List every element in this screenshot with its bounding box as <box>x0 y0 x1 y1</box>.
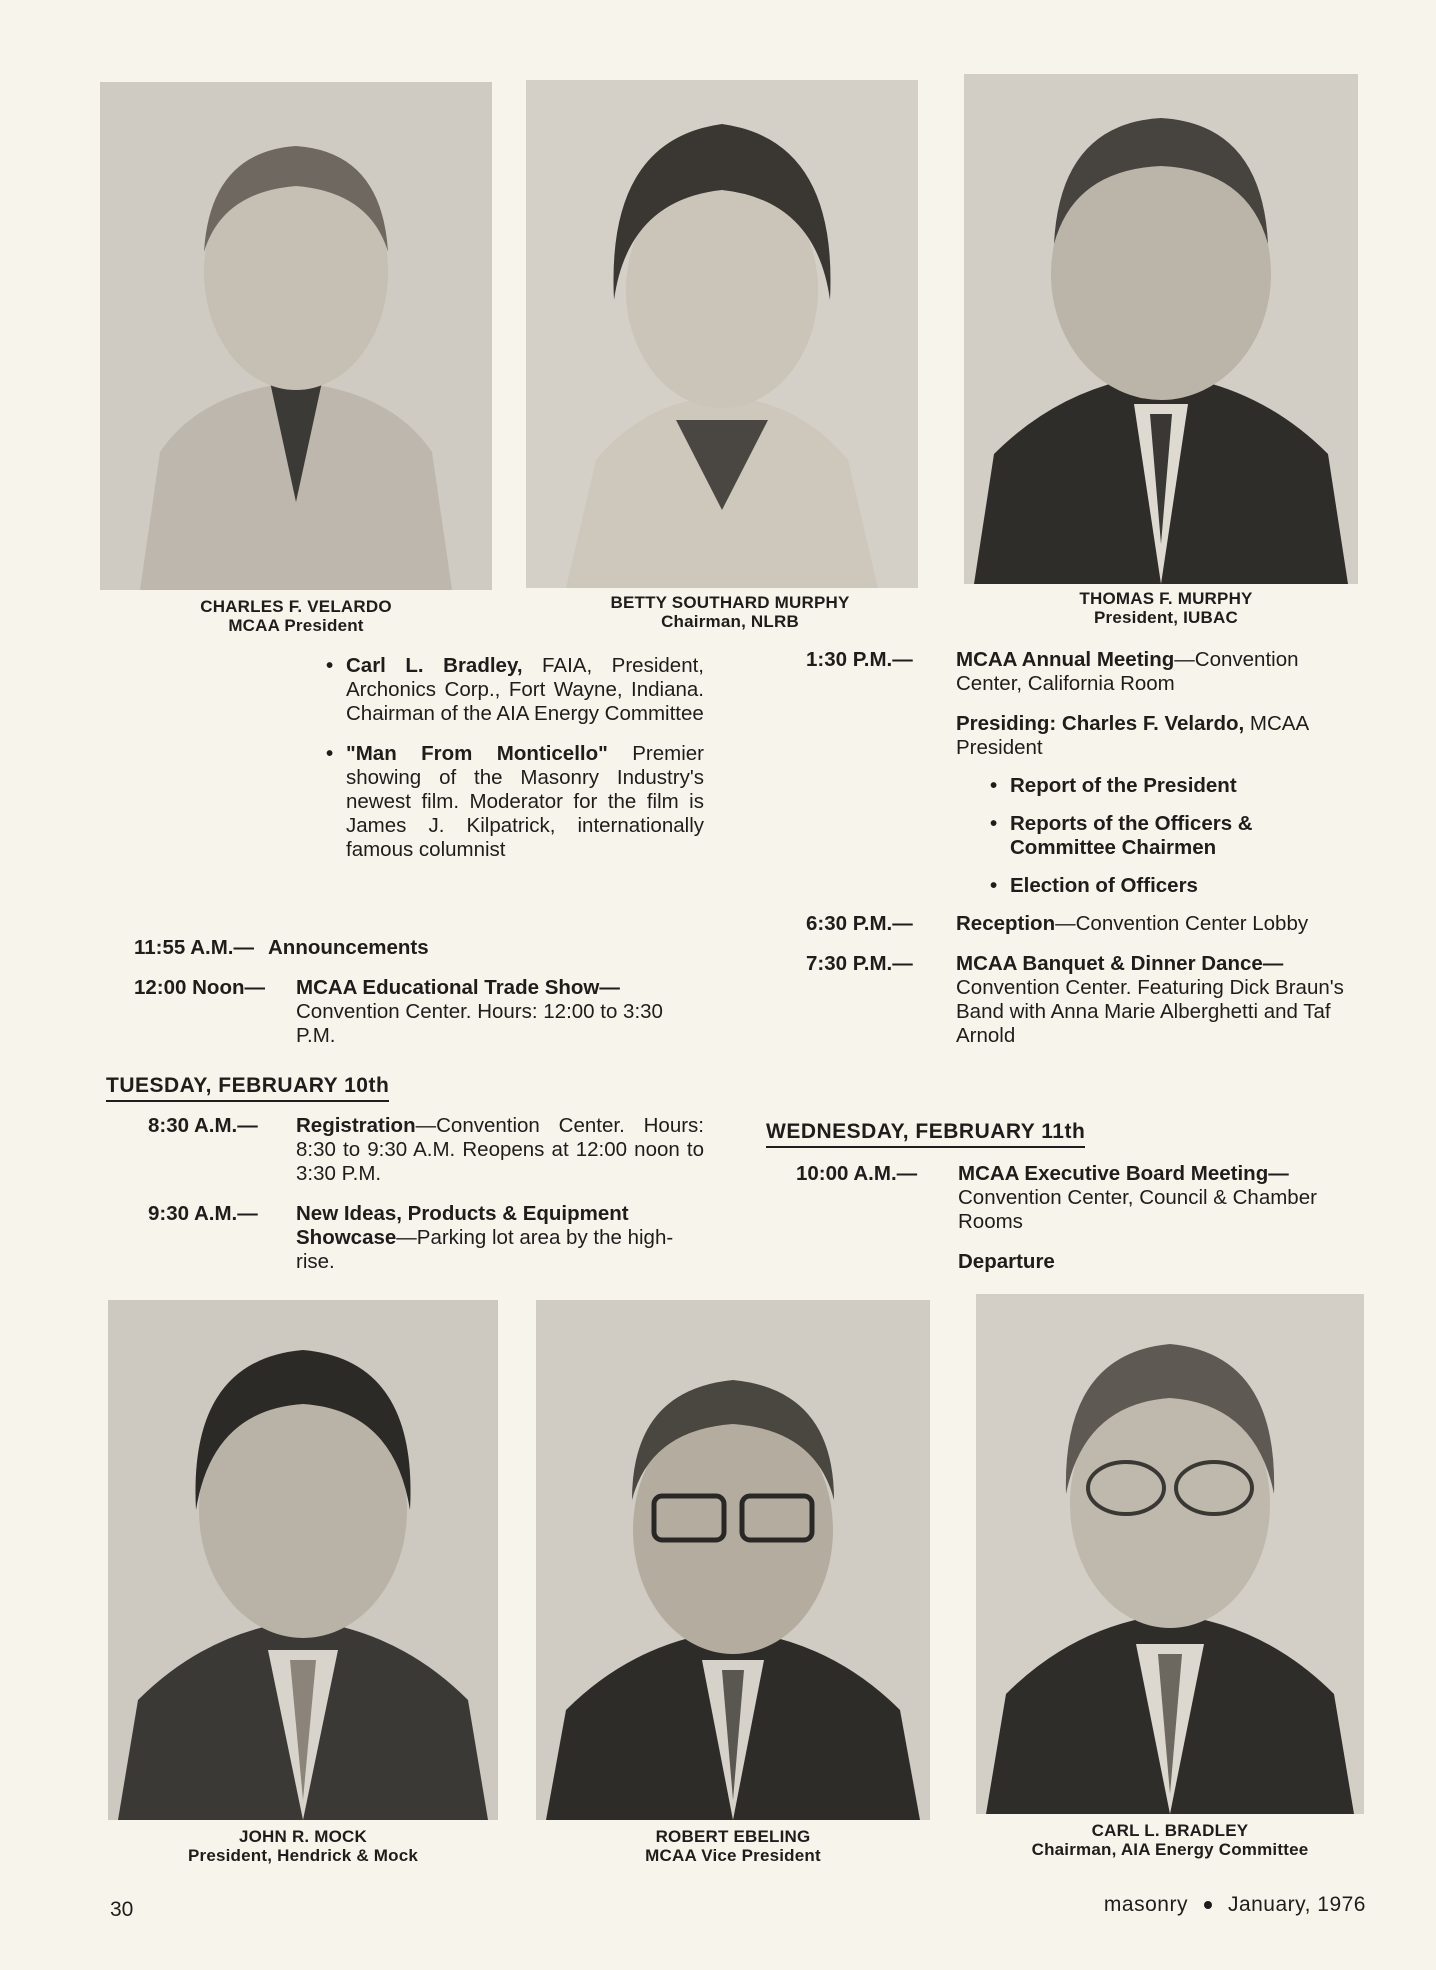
caption-name: ROBERT EBELING <box>655 1827 811 1846</box>
caption-ebeling <box>588 1827 878 1865</box>
caption-title: President, Hendrick & Mock <box>187 1846 419 1865</box>
schedule-title: Reception <box>956 912 1056 935</box>
portrait-photo-mock <box>108 1300 498 1820</box>
caption-bradley <box>1000 1821 1340 1859</box>
schedule-title: Registration <box>296 1114 416 1137</box>
schedule-text: —Parking lot area by the high-rise. <box>296 1226 674 1273</box>
schedule-text: —Convention Center Lobby <box>1055 912 1309 935</box>
bullet-text: FAIA, President, Archonics Corp., Fort Wayne, Indiana. Chairman of the AIA Energy Committee <box>346 654 704 725</box>
portrait-figure-icon <box>964 74 1358 584</box>
left-bullets <box>322 654 704 878</box>
schedule-time: 7:30 P.M.— <box>806 952 913 975</box>
caption-title: President, IUBAC <box>1094 608 1238 627</box>
caption-thomas-murphy <box>1020 589 1312 627</box>
wednesday-schedule <box>796 1162 1362 1274</box>
schedule-registration <box>148 1114 704 1186</box>
portrait-photo-ebeling <box>536 1300 930 1820</box>
departure-label: Departure <box>958 1250 1055 1273</box>
bullet-dot-icon <box>1204 1901 1212 1909</box>
schedule-text: —Convention Center. Hours: 8:30 to 9:30 A.M. Reopens at 12:00 noon to 3:30 P.M. <box>296 1114 704 1185</box>
heading-wednesday: WEDNESDAY, FEBRUARY 11th <box>766 1120 1085 1148</box>
schedule-text: Convention Center. Hours: 12:00 to 3:30 P.M. <box>296 1000 663 1047</box>
left-schedule <box>134 936 704 1064</box>
caption-name: BETTY SOUTHARD MURPHY <box>610 593 850 612</box>
portrait-photo-velardo <box>100 82 492 590</box>
schedule-title: New Ideas, Products & Equipment Showcase <box>296 1202 629 1249</box>
bullet-text: Premier showing of the Masonry Industry's newest film. Moderator for the film is James J. Kilpatrick, internationally famous columnist <box>346 742 704 861</box>
schedule-showcase <box>148 1202 704 1274</box>
schedule-time: 6:30 P.M.— <box>806 912 913 935</box>
portrait-figure-icon <box>108 1300 498 1820</box>
caption-title: MCAA Vice President <box>645 1846 821 1865</box>
schedule-title: MCAA Banquet & Dinner Dance— <box>956 952 1284 975</box>
schedule-announcements <box>134 936 704 960</box>
bullet-bold: "Man From Monticello" <box>346 742 608 765</box>
magazine-name: masonry <box>1103 1893 1188 1916</box>
portrait-figure-icon <box>526 80 918 588</box>
portrait-photo-thomas-murphy <box>964 74 1358 584</box>
agenda-item: • Report of the President <box>986 774 1362 798</box>
issue-date: January, 1976 <box>1227 1893 1366 1916</box>
schedule-annual-meeting <box>806 648 1362 696</box>
heading-tuesday: TUESDAY, FEBRUARY 10th <box>106 1074 389 1102</box>
schedule-title: MCAA Executive Board Meeting— <box>958 1162 1289 1185</box>
agenda-item: • Reports of the Officers & Committee Chairmen <box>986 812 1362 860</box>
schedule-executive-board <box>796 1162 1362 1234</box>
caption-betty-murphy <box>552 593 908 631</box>
caption-title: Chairman, AIA Energy Committee <box>1031 1840 1309 1859</box>
schedule-time: 8:30 A.M.— <box>148 1114 258 1137</box>
schedule-text: Convention Center, Council & Chamber Rooms <box>958 1186 1317 1233</box>
right-schedule <box>806 648 1362 1064</box>
schedule-trade-show <box>134 976 704 1048</box>
bullet-bradley <box>322 654 704 726</box>
presiding-bold: Presiding: Charles F. Velardo, <box>956 712 1245 735</box>
caption-title: MCAA President <box>228 616 364 635</box>
portrait-figure-icon <box>976 1294 1364 1814</box>
schedule-time: 11:55 A.M.— <box>134 936 255 959</box>
schedule-text: —Convention Center, California Room <box>956 648 1299 695</box>
caption-velardo <box>150 597 442 635</box>
agenda-list <box>806 774 1362 898</box>
schedule-time: 1:30 P.M.— <box>806 648 913 671</box>
caption-name: CARL L. BRADLEY <box>1091 1821 1249 1840</box>
caption-mock <box>148 1827 458 1865</box>
caption-name: CHARLES F. VELARDO <box>200 597 392 616</box>
bullet-monticello <box>322 742 704 862</box>
schedule-time: 9:30 A.M.— <box>148 1202 258 1225</box>
presiding-text: MCAA President <box>956 712 1309 759</box>
schedule-reception <box>806 912 1362 936</box>
page-number: 30 <box>110 1898 134 1921</box>
bullet-bold: Carl L. Bradley, <box>346 654 523 677</box>
portrait-photo-betty-murphy <box>526 80 918 588</box>
agenda-item: • Election of Officers <box>986 874 1362 898</box>
portrait-figure-icon <box>100 82 492 590</box>
portrait-photo-bradley <box>976 1294 1364 1814</box>
schedule-text: Convention Center. Featuring Dick Braun's Band with Anna Marie Alberghetti and Taf Arnold <box>956 976 1344 1047</box>
magazine-footer <box>1104 1893 1366 1917</box>
caption-name: THOMAS F. MURPHY <box>1079 589 1253 608</box>
tuesday-schedule <box>148 1114 704 1290</box>
schedule-title: Announcements <box>268 936 429 959</box>
caption-name: JOHN R. MOCK <box>238 1827 368 1846</box>
portrait-figure-icon <box>536 1300 930 1820</box>
schedule-title: MCAA Educational Trade Show— <box>296 976 620 999</box>
schedule-banquet <box>806 952 1362 1048</box>
caption-title: Chairman, NLRB <box>661 612 799 631</box>
schedule-time: 12:00 Noon— <box>134 976 265 999</box>
presiding-line <box>806 712 1362 760</box>
schedule-time: 10:00 A.M.— <box>796 1162 918 1185</box>
schedule-title: MCAA Annual Meeting <box>956 648 1175 671</box>
